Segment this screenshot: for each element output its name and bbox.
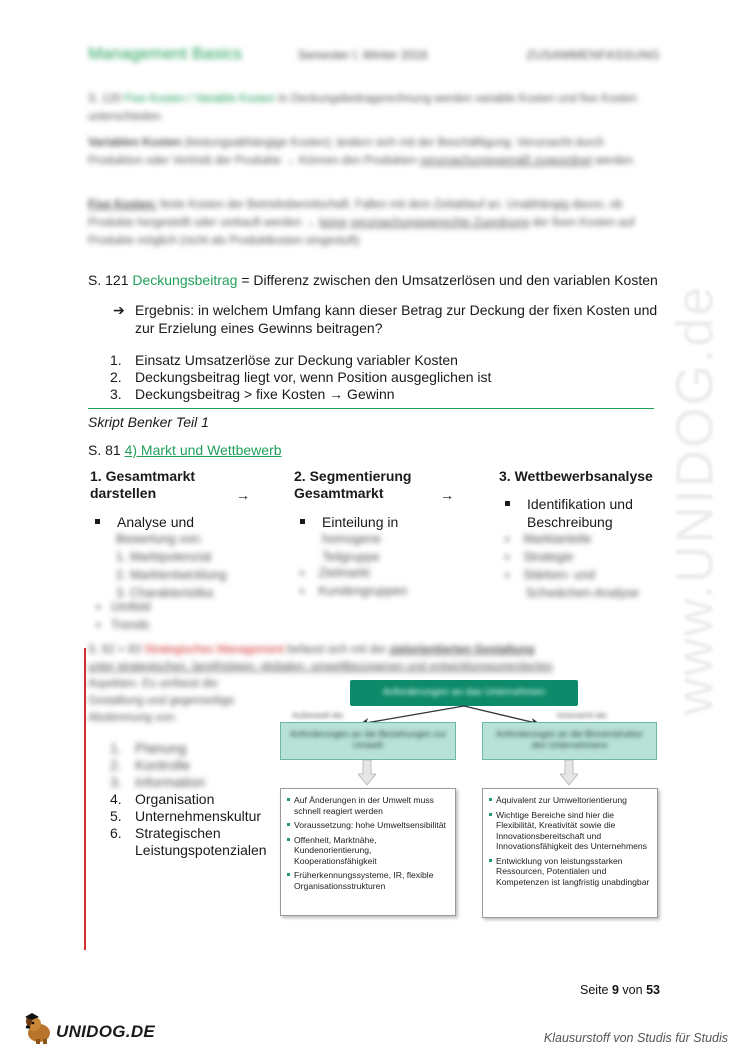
- management-list: [110, 740, 265, 859]
- s120-page: S. 120: [88, 93, 122, 105]
- page-header: [88, 44, 660, 68]
- s120-variable: [88, 134, 660, 170]
- course-title: Management Basics: [88, 44, 243, 63]
- list-item: 2. Deckungsbeitrag liegt vor, wenn Position ausgeglichen ist: [110, 369, 492, 385]
- column-heading-line2: darstellen: [90, 485, 157, 501]
- list-item: Wichtige Bereiche sind hier die Flexibilität, Kreativität sowie die Innovationsbereitschaft und Innovationsfähigkeit des Unternehmens: [489, 810, 651, 852]
- list-item: Äquivalent zur Umweltorientierung: [489, 795, 651, 806]
- skript-heading: Skript Benker Teil 1: [88, 414, 209, 430]
- list-item: Früherkennungssysteme, IR, flexible Organisationsstrukturen: [287, 870, 449, 891]
- s82-text: S. 82 + 83 Strategisches Management befasst sich mit der zielorientierten Gestaltung unter strategischen, langfristigen, globalen, umweltbezogenen und entwicklungsorientierten Aspekten. Es umfasst die Gestaltung und gegenseitige Abstimmung von:: [88, 644, 553, 724]
- list-item: Voraussetzung: hohe Umweltsensibilität: [287, 820, 449, 831]
- column-1-extra: ▪ Umfeld ▪ Trends: [96, 600, 151, 632]
- s120-term: Fixe Kosten / Variable Kosten: [124, 93, 276, 105]
- fix-underlined-1: keine: [319, 217, 347, 229]
- page-number: Seite 9 von 53: [580, 983, 660, 997]
- column-1-sublist: Bewertung von: 1. Marktpotenzial 2. Marktentwicklung 3. Charakteristika: [116, 532, 227, 600]
- s120-fixed: [88, 196, 660, 250]
- column-wettbewerbsanalyse: [499, 468, 653, 485]
- list-item: 1. Planung: [110, 740, 187, 756]
- diagram-left-list: [280, 788, 456, 916]
- down-arrow-icon: [560, 760, 578, 786]
- column-heading: 3. Wettbewerbsanalyse: [499, 468, 653, 484]
- arrow-icon: ➔: [113, 302, 125, 318]
- s121-list: [110, 352, 491, 403]
- fix-underlined-2: verursachungsgerechte Zuordnung: [350, 217, 530, 229]
- list-item: 5. Unternehmenskultur: [110, 808, 262, 824]
- var-text: (leistungsabhängige Kosten): ändern sich mit der Beschäftigung. Verursacht durch Produktion oder Vertrieb der Produkte → Können den Produkten: [88, 137, 604, 167]
- fix-label: Fixe Kosten:: [88, 199, 158, 211]
- list-item: 4. Organisation: [110, 791, 215, 807]
- s81-page: S. 81: [88, 442, 121, 458]
- dog-icon: [22, 1012, 56, 1046]
- logo-text: UNIDOG.DE: [56, 1022, 156, 1041]
- s121-line: [88, 272, 658, 288]
- column-heading-line2: Gesamtmarkt: [294, 485, 384, 501]
- s81-link[interactable]: 4) Markt und Wettbewerb: [124, 442, 282, 458]
- var-end: werden.: [594, 155, 636, 167]
- diagram-left-label: Außenwelt der: [292, 711, 344, 720]
- s81-line: [88, 442, 282, 458]
- list-item: 6. Strategischen Leistungspotenzialen: [110, 825, 267, 858]
- list-item: Entwicklung von leistungsstarken Ressourcen, Potentialen und Kompetenzen ist langfristig unabdingbar: [489, 856, 651, 888]
- list-item: Auf Änderungen in der Umwelt muss schnell reagiert werden: [287, 795, 449, 816]
- column-segmentierung: [294, 468, 411, 502]
- fix-text: feste Kosten der Betriebsbereitschaft. Fallen mit dem Zeitablauf an. Unabhängig davon, ob Produkte hergestellt oder verkauft werden →: [88, 199, 623, 229]
- list-item: 3. Information: [110, 774, 206, 790]
- arrow-right-icon: →: [440, 487, 454, 503]
- fix-end: der fixen Kosten auf Produkte möglich (nicht als Produktkosten eingestuft): [88, 217, 635, 247]
- column-2-sublist: homogene Teilgruppe: [322, 532, 382, 564]
- margin-marker: [84, 648, 86, 950]
- list-item: 3. Deckungsbeitrag > fixe Kosten → Gewinn: [110, 386, 395, 402]
- var-underlined: verursachungsgemäß zugeordnet: [419, 155, 592, 167]
- s121-page: S. 121: [88, 272, 129, 288]
- semester-label: Semester I, Winter 2016: [298, 48, 428, 62]
- column-gesamtmarkt: [90, 468, 195, 502]
- diagram-left-box: Anforderungen an die Beziehungen zur Umwelt: [280, 722, 456, 760]
- diagram-right-label: Innensicht der: [557, 711, 608, 720]
- s121-result-text: Ergebnis: in welchem Umfang kann dieser Betrag zur Deckung der fixen Kosten und zur Erzielung eines Gewinns beitragen?: [135, 302, 658, 336]
- column-3-bullet: Identifikation und Beschreibung: [505, 495, 665, 531]
- column-3-extra: ▪ Marktanteile ▪ Strategie ▪ Stärken- und Schwächen-Analyse: [505, 532, 640, 600]
- column-2-extra: ▪ Zielmarkt ▪ Kundengruppen: [300, 566, 408, 598]
- list-item: 2. Kontrolle: [110, 757, 191, 773]
- footer-tagline: Klausurstoff von Studis für Studis: [543, 1031, 728, 1045]
- down-arrow-icon: [358, 760, 376, 786]
- s121-definition: = Differenz zwischen den Umsatzerlösen und den variablen Kosten: [241, 272, 658, 288]
- diagram-right-list: [482, 788, 658, 918]
- column-2-bullet: Einteilung in: [300, 513, 480, 531]
- list-item: 1. Einsatz Umsatzerlöse zur Deckung variabler Kosten: [110, 352, 458, 368]
- column-1-bullet: Analyse und: [95, 513, 275, 531]
- column-heading: 2. Segmentierung: [294, 468, 412, 484]
- watermark-text: www.UNIDOG.de: [666, 284, 724, 716]
- list-item: Offenheit, Marktnähe, Kundenorientierung, Kooperationsfähigkeit: [287, 835, 449, 867]
- s121-result: [113, 301, 658, 337]
- summary-label: ZUSAMMENFASSUNG: [526, 48, 660, 62]
- s120-text: In Deckungsbeitragsrechnung werden variable Kosten und fixe Kosten unterschieden.: [88, 93, 637, 123]
- section-divider: [88, 408, 654, 409]
- arrow-right-icon: →: [236, 487, 250, 503]
- column-heading: 1. Gesamtmarkt: [90, 468, 196, 484]
- diagram-top-box: Anforderungen an das Unternehmen: [350, 680, 578, 706]
- var-label: Variablen Kosten: [88, 137, 182, 149]
- s121-term: Deckungsbeitrag: [132, 272, 238, 288]
- unidog-logo: [22, 1012, 172, 1046]
- s120-intro: [88, 90, 660, 126]
- diagram-right-box: Anforderungen an die Binnenstruktur des Unternehmens: [482, 722, 657, 760]
